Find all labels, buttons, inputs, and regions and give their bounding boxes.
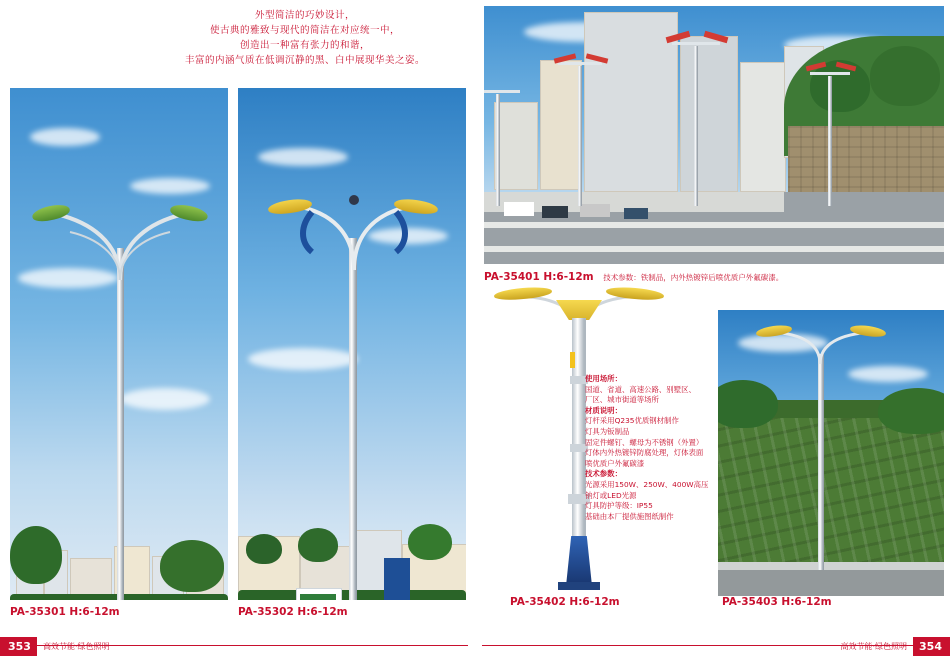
header-line-1: 外型简洁的巧妙设计， bbox=[254, 10, 355, 21]
caption-pa-35401 bbox=[484, 271, 783, 283]
header-line-4: 丰富的内涵气质在低调沉静的黑、白中展现华美之姿。 bbox=[184, 55, 425, 66]
material-title: 材质说明： bbox=[585, 405, 622, 415]
lamp-pole bbox=[349, 238, 357, 600]
page-gutter bbox=[474, 0, 475, 658]
caption-pa-35402 bbox=[510, 596, 620, 608]
photo-pa-35401 bbox=[484, 6, 944, 264]
photo-pa-35403 bbox=[718, 310, 944, 596]
tech-line-4: 基础由本厂提供施图纸制作 bbox=[585, 511, 674, 521]
footer-right bbox=[770, 634, 950, 658]
header-line-2: 使古典的雅致与现代的简洁在对应统一中， bbox=[209, 25, 400, 36]
footer-tag-right: 高效节能·绿色照明 bbox=[840, 641, 908, 651]
caption-spec: H:6-12m bbox=[569, 596, 620, 608]
tech-title: 技术参数： bbox=[585, 469, 622, 479]
caption-pa-35302 bbox=[238, 606, 348, 618]
lamp-base bbox=[566, 536, 592, 586]
page-number-left: 353 bbox=[0, 637, 37, 656]
footer-tag-left: 高效节能·绿色照明 bbox=[42, 641, 110, 651]
material-line-4: 灯体内外热镀锌防腐处理，灯体表面 bbox=[585, 448, 704, 458]
header-description bbox=[140, 8, 470, 68]
caption-spec: H:6-12m bbox=[297, 606, 348, 618]
specs-block bbox=[585, 374, 715, 522]
caption-spec: H:6-12m bbox=[69, 606, 120, 618]
caption-spec: H:6-12m bbox=[781, 596, 832, 608]
lamp-pole bbox=[818, 354, 824, 570]
photo-pa-35302 bbox=[238, 88, 466, 600]
material-line-3: 固定件螺钉、螺母为不锈钢（外置） bbox=[585, 437, 704, 447]
caption-spec: H:6-12m bbox=[543, 271, 594, 283]
header-line-3: 创造出一种富有张力的和谐， bbox=[239, 40, 370, 51]
tech-line-2: 钠灯或LED光源 bbox=[585, 490, 637, 500]
caption-code: PA-35401 bbox=[484, 271, 540, 283]
tech-line-1: 光源采用150W、250W、400W高压 bbox=[585, 479, 709, 489]
caption-code: PA-35302 bbox=[238, 606, 294, 618]
usage-line-1: 国道、省道、高速公路、别墅区、 bbox=[585, 384, 696, 394]
material-line-2: 灯具为钣制品 bbox=[585, 426, 630, 436]
caption-pa-35301 bbox=[10, 606, 120, 618]
usage-title: 使用场所： bbox=[585, 374, 622, 383]
caption-code: PA-35301 bbox=[10, 606, 66, 618]
material-line-5: 喷优质户外氟碳漆 bbox=[585, 458, 645, 468]
material-line-1: 灯杆采用Q235优质钢材制作 bbox=[585, 416, 679, 426]
usage-line-2: 厂区、城市街道等场所 bbox=[585, 395, 659, 405]
footer-left bbox=[0, 634, 160, 658]
caption-code: PA-35402 bbox=[510, 596, 566, 608]
lamp-pole bbox=[117, 248, 124, 600]
caption-code: PA-35403 bbox=[722, 596, 778, 608]
caption-note: 技术参数：铁制品，内外热镀锌后喷优质户外氟碳漆。 bbox=[603, 273, 784, 282]
caption-pa-35403 bbox=[722, 596, 832, 608]
tech-line-3: 灯具防护等级：IP55 bbox=[585, 501, 653, 511]
photo-pa-35301 bbox=[10, 88, 228, 600]
page-number-right: 354 bbox=[913, 637, 950, 656]
